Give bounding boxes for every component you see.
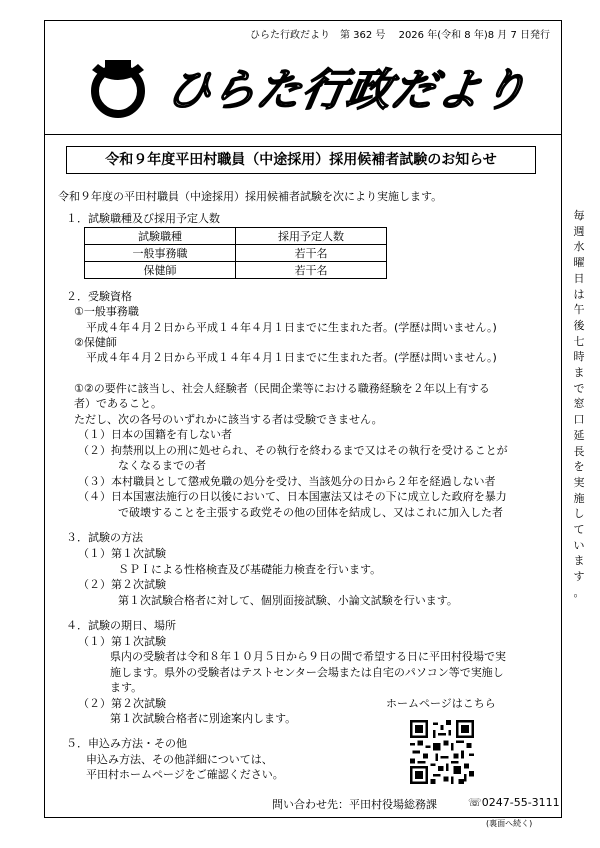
exclusion-2b: なくなるまでの者 [118,459,206,472]
continued-note: (裏面へ続く) [486,819,533,828]
page-title: 令和９年度平田村職員（中途採用）採用候補者試験のお知らせ [66,146,536,174]
section-4-heading: ４．試験の期日、場所 [66,619,176,632]
table-cell-job: 保健師 [85,262,236,279]
exclusion-4a: （４）日本国憲法施行の日以後において、日本国憲法又はその下に成立した政府を暴力 [78,490,507,503]
side-notice: 毎 週 水 曜 日 は 午 後 七 時 ま で 窓 口 延 長 を 実 施 し て い ま す 。 [573,209,585,599]
table-header-count: 採用予定人数 [236,228,387,245]
exam-2-label: （２）第２次試験 [78,578,166,591]
homepage-qr-code-icon[interactable] [410,720,474,784]
issue-line: ひらた行政だより 第 362 号 2026 年(令和 8 年)8 月 7 日発行 [249,30,550,41]
date-1-label: （１）第１次試験 [78,635,166,648]
header-divider [44,134,562,135]
qualification-1-label: ①一般事務職 [74,305,139,318]
section-3-heading: ３．試験の方法 [66,531,143,544]
section-5-heading: ５．申込み方法・その他 [66,737,187,750]
intro-text: 令和９年度の平田村職員（中途採用）採用候補者試験を次により実施します。 [58,190,443,203]
date-1-line-3: ます。 [110,681,143,694]
date-1-line-2: 施します。県外の受験者はテストセンター会場または自宅のパソコン等で実施し [110,666,504,679]
table-header-job: 試験職種 [85,228,236,245]
exam-1-label: （１）第１次試験 [78,547,166,560]
requirement-line-1: ①②の要件に該当し、社会人経験者（民間企業等における職務経験を２年以上有する [74,382,490,395]
exclusion-3: （３）本村職員として懲戒免職の処分を受け、当該処分の日から２年を経過しない者 [78,475,496,488]
exam-1-text: ＳＰＩによる性格検査及び基礎能力検査を行います。 [118,563,382,576]
exam-2-text: 第１次試験合格者に対して、個別面接試験、小論文試験を行います。 [118,594,458,607]
requirement-line-2: 者）であること。 [74,397,162,410]
date-2-label: （２）第２次試験 [78,697,166,710]
village-emblem-icon [88,58,148,118]
date-2-text: 第１次試験合格者に別途案内します。 [110,712,297,725]
homepage-caption: ホームページはこちら [386,697,496,710]
table-cell-count: 若干名 [236,262,387,279]
table-row [85,245,387,262]
contact-phone: ☏0247-55-3111 [468,796,560,809]
contact-info: 問い合わせ先：平田村役場総務課 [272,798,437,811]
table-cell-count: 若干名 [236,245,387,262]
qualification-2-label: ②保健師 [74,336,117,349]
table-row [85,262,387,279]
apply-line-1: 申込み方法、その他詳細については、 [86,753,273,766]
positions-table [84,227,387,279]
section-2-heading: ２．受験資格 [66,290,132,303]
section-1-heading: １．試験職種及び採用予定人数 [66,212,220,225]
exclusion-1: （１）日本の国籍を有しない者 [78,428,232,441]
qualification-1-text: 平成４年４月２日から平成１４年４月１日までに生まれた者。(学歴は問いません。) [86,321,497,334]
table-header-row [85,228,387,245]
exclusion-2a: （２）拘禁刑以上の刑に処せられ、その執行を終わるまで又はその執行を受けることが [78,444,508,457]
apply-line-2: 平田村ホームページをご確認ください。 [86,768,284,781]
table-cell-job: 一般事務職 [85,245,236,262]
newsletter-brand: ひらた行政だより [162,65,532,116]
qualification-2-text: 平成４年４月２日から平成１４年４月１日までに生まれた者。(学歴は問いません。) [86,351,497,364]
exclusion-intro: ただし、次の各号のいずれかに該当する者は受験できません。 [74,413,383,426]
exclusion-4b: で破壊することを主張する政党その他の団体を結成し、又はこれに加入した者 [118,506,503,519]
date-1-line-1: 県内の受験者は令和８年１０月５日から９日の間で希望する日に平田村役場で実 [110,650,506,663]
